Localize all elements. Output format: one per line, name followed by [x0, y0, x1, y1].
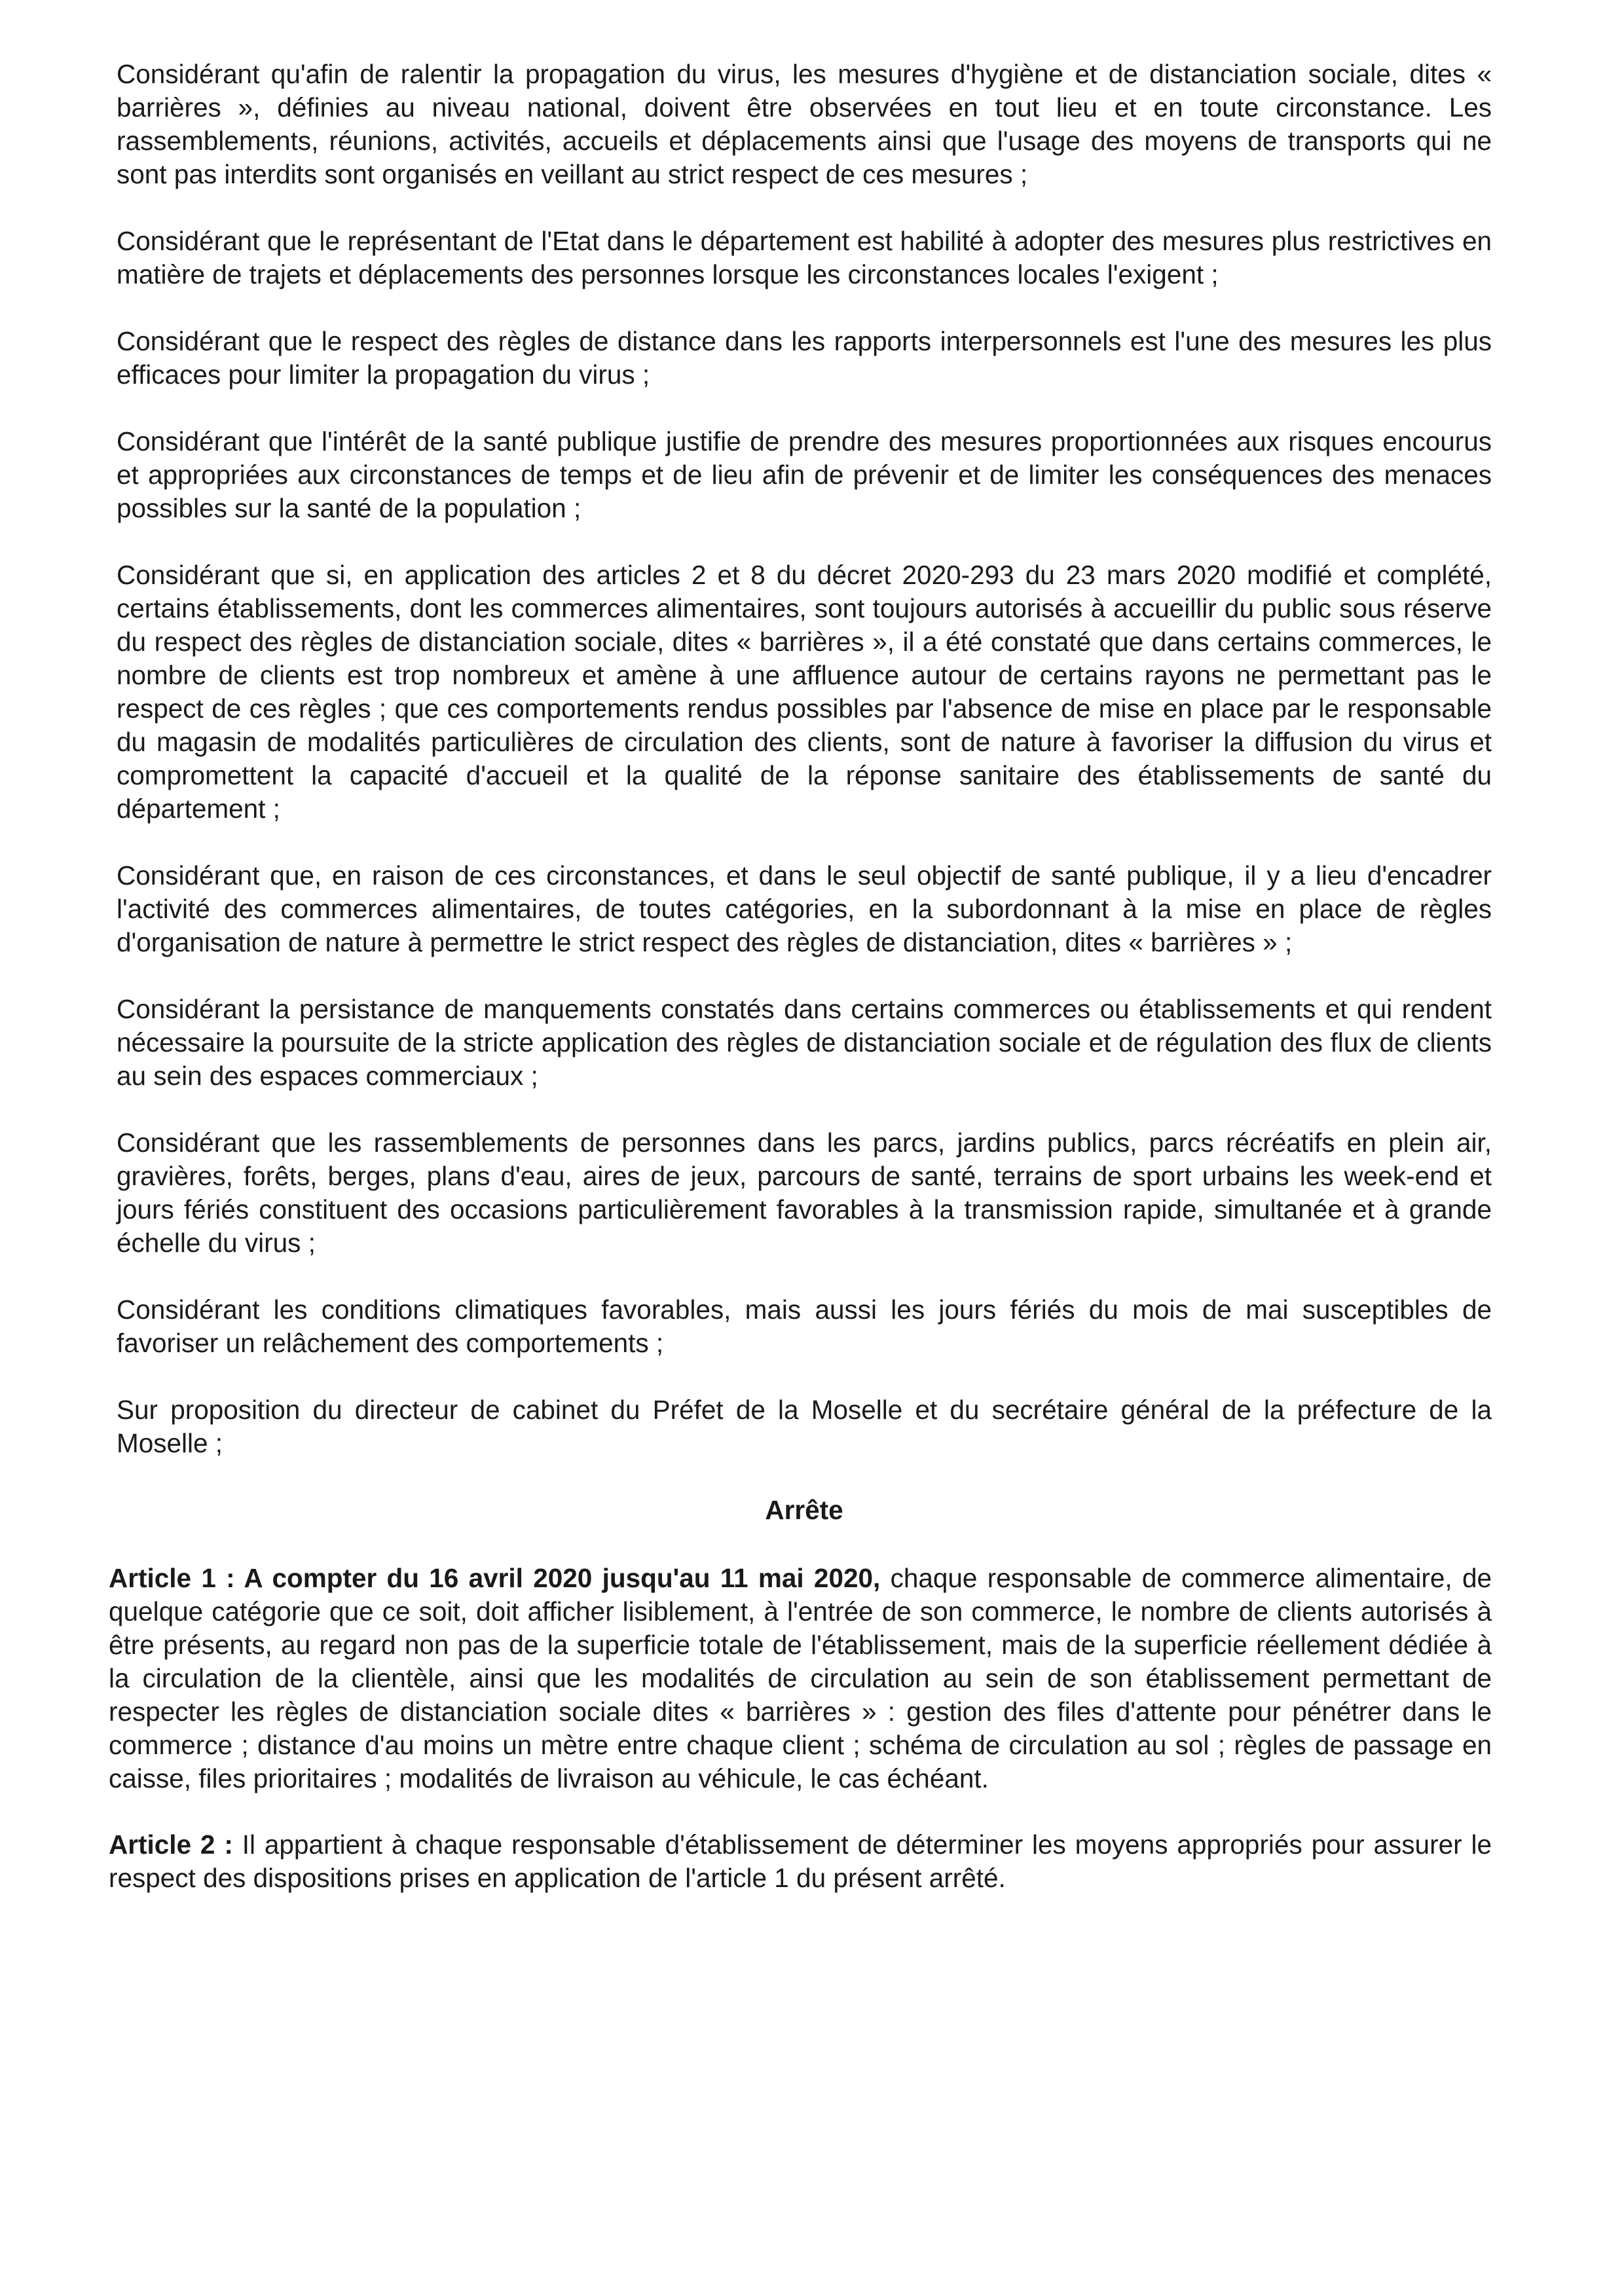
article-2-label: Article 2 : [109, 1829, 233, 1860]
article-1-label: Article 1 : A compter du 16 avril 2020 jusqu'au 11 mai 2020, [109, 1563, 881, 1593]
article-2-text: Il appartient à chaque responsable d'établissement de déterminer les moyens appropriés pour assurer le respect des dispositions prises en application de l'article 1 du présent arrêté. [109, 1829, 1492, 1893]
considerant-paragraph: Considérant que les rassemblements de personnes dans les parcs, jardins publics, parcs récréatifs en plein air, gravières, forêts, berges, plans d'eau, aires de jeux, parcours de santé, terrains de sport urbains les week-end et jours fériés constituent des occasions particulièrement favorables à la transmission rapide, simultanée et à grande échelle du virus ; [117, 1128, 1492, 1258]
considerant-paragraph: Considérant que l'intérêt de la santé publique justifie de prendre des mesures proportionnées aux risques encourus et appropriées aux circonstances de temps et de lieu afin de prévenir et de limiter les conséquences des menaces possibles sur la santé de la population ; [117, 426, 1492, 523]
article-2 [109, 1828, 1492, 1895]
considerant-paragraph: Considérant la persistance de manquements constatés dans certains commerces ou établissements et qui rendent nécessaire la poursuite de la stricte application des règles de distanciation sociale et de régulation des flux de clients au sein des espaces commerciaux ; [117, 994, 1492, 1091]
considerant-paragraph: Considérant que le respect des règles de distance dans les rapports interpersonnels est l'une des mesures les plus efficaces pour limiter la propagation du virus ; [117, 326, 1492, 390]
article-1-text: chaque responsable de commerce alimentaire, de quelque catégorie que ce soit, doit afficher lisiblement, à l'entrée de son commerce, le nombre de clients autorisés à être présents, au regard non pas de la superficie totale de l'établissement, mais de la superficie réellement dédiée à la circulation de la clientèle, ainsi que les modalités de circulation au sein de son établissement permettant de respecter les règles de distanciation sociale dites « barrières » : gestion des files d'attente pour pénétrer dans le commerce ; distance d'au moins un mètre entre chaque client ; schéma de circulation au sol ; règles de passage en caisse, files prioritaires ; modalités de livraison au véhicule, le cas échéant. [109, 1563, 1492, 1793]
decree-heading: Arrête [765, 1495, 843, 1525]
considerant-paragraph: Considérant les conditions climatiques favorables, mais aussi les jours fériés du mois de mai susceptibles de favoriser un relâchement des comportements ; [117, 1294, 1492, 1358]
considerant-paragraph: Considérant que le représentant de l'Etat dans le département est habilité à adopter des mesures plus restrictives en matière de trajets et déplacements des personnes lorsque les circonstances locales l'exigent ; [117, 226, 1492, 289]
considerant-paragraph: Considérant qu'afin de ralentir la propagation du virus, les mesures d'hygiène et de distanciation sociale, dites « barrières », définies au niveau national, doivent être observées en tout lieu et en toute circonstance. Les rassemblements, réunions, activités, accueils et déplacements ainsi que l'usage des moyens de transports qui ne sont pas interdits sont organisés en veillant au strict respect de ces mesures ; [117, 59, 1492, 189]
considerant-paragraph: Considérant que, en raison de ces circonstances, et dans le seul objectif de santé publique, il y a lieu d'encadrer l'activité des commerces alimentaires, de toutes catégories, en la subordonnant à la mise en place de règles d'organisation de nature à permettre le strict respect des règles de distanciation, dites « barrières » ; [117, 860, 1492, 957]
considerant-paragraph: Considérant que si, en application des articles 2 et 8 du décret 2020-293 du 23 mars 2020 modifié et complété, certains établissements, dont les commerces alimentaires, sont toujours autorisés à accueillir du public sous réserve du respect des règles de distanciation sociale, dites « barrières », il a été constaté que dans certains commerces, le nombre de clients est trop nombreux et amène à une affluence autour de certains rayons ne permettant pas le respect de ces règles ; que ces comportements rendus possibles par l'absence de mise en place par le responsable du magasin de modalités particulières de circulation des clients, sont de nature à favoriser la diffusion du virus et compromettent la capacité d'accueil et la qualité de la réponse sanitaire des établissements de santé du département ; [117, 560, 1492, 824]
proposition-paragraph: Sur proposition du directeur de cabinet du Préfet de la Moselle et du secrétaire général de la préfecture de la Moselle ; [117, 1395, 1492, 1458]
document-body [109, 58, 1492, 1928]
article-1 [109, 1562, 1492, 1795]
